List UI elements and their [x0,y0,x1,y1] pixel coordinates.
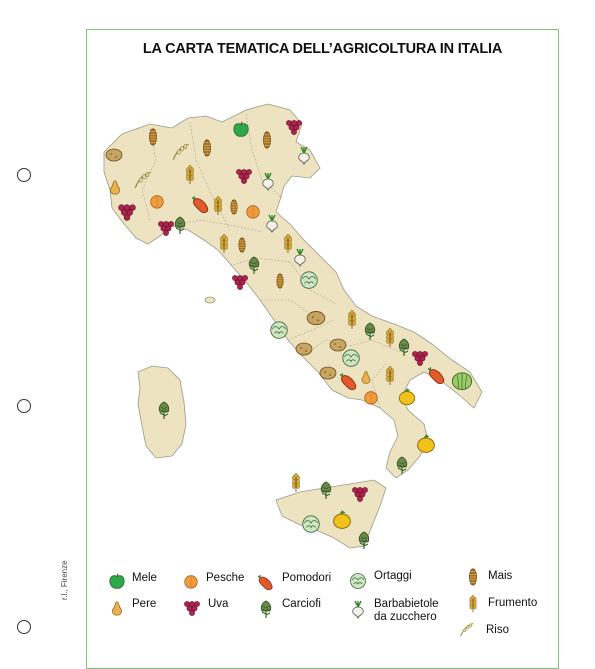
legend-label: Barbabietole da zucchero [374,598,439,623]
legend-mais [464,564,512,590]
legend-uva [182,598,228,618]
map-title: LA CARTA TEMATICA DELL’AGRICOLTURA IN ITALIA [142,41,503,57]
artichoke-icon [256,598,276,620]
vegetables-icon [348,570,368,590]
legend-frumento [464,592,537,616]
legend-pomodori [256,572,331,592]
wheat-icon [292,473,299,492]
peach-icon [365,392,378,405]
corn-icon [203,140,210,156]
corn-icon [239,238,245,252]
grape-icon [182,598,202,618]
corn-icon [277,274,283,288]
vegetables-icon [343,350,360,367]
artichoke-icon [175,217,185,234]
peach-icon [182,572,200,590]
legend-label: Pomodori [282,572,332,584]
rice-icon [454,620,480,638]
legend-mele [108,572,157,590]
peach-icon [151,196,164,209]
legend-pesche [182,572,244,590]
corn-icon [464,564,482,590]
potato-icon [320,367,336,379]
pear-icon [108,598,126,618]
lettuce-icon [452,373,471,390]
potato-icon [296,343,312,355]
legend-carciofi [256,598,321,620]
credit-text: r.l., Firenze [60,560,69,600]
legend-label: Mais [488,570,513,582]
legend-label: Carciofi [282,598,321,610]
elba-island [205,297,215,303]
potato-icon [106,149,122,161]
corn-icon [263,132,270,148]
corn-icon [149,129,156,145]
legend-riso [454,620,509,638]
apple-icon [234,122,248,137]
beet-icon [348,598,368,620]
potato-icon [330,339,346,351]
legend-pere [108,598,156,618]
corn-icon [231,200,237,214]
legend-ortaggi [348,570,412,590]
legend-label: Riso [486,624,510,636]
vegetables-icon [303,516,320,533]
tomato-icon [256,572,276,592]
legend-label: Uva [208,598,229,610]
legend-label: Pesche [206,572,245,584]
potato-icon [307,312,325,325]
vegetables-icon [271,322,288,339]
legend-label: Mele [132,572,157,584]
legend-label: Ortaggi [374,570,412,582]
legend-label: Pere [132,598,157,610]
legend-barbabietole [348,598,454,624]
apple-icon [108,572,126,590]
vegetables-icon [301,272,318,289]
legend-label: Frumento [488,597,538,609]
peach-icon [247,206,260,219]
wheat-icon [464,592,482,616]
grape-icon [232,275,247,289]
